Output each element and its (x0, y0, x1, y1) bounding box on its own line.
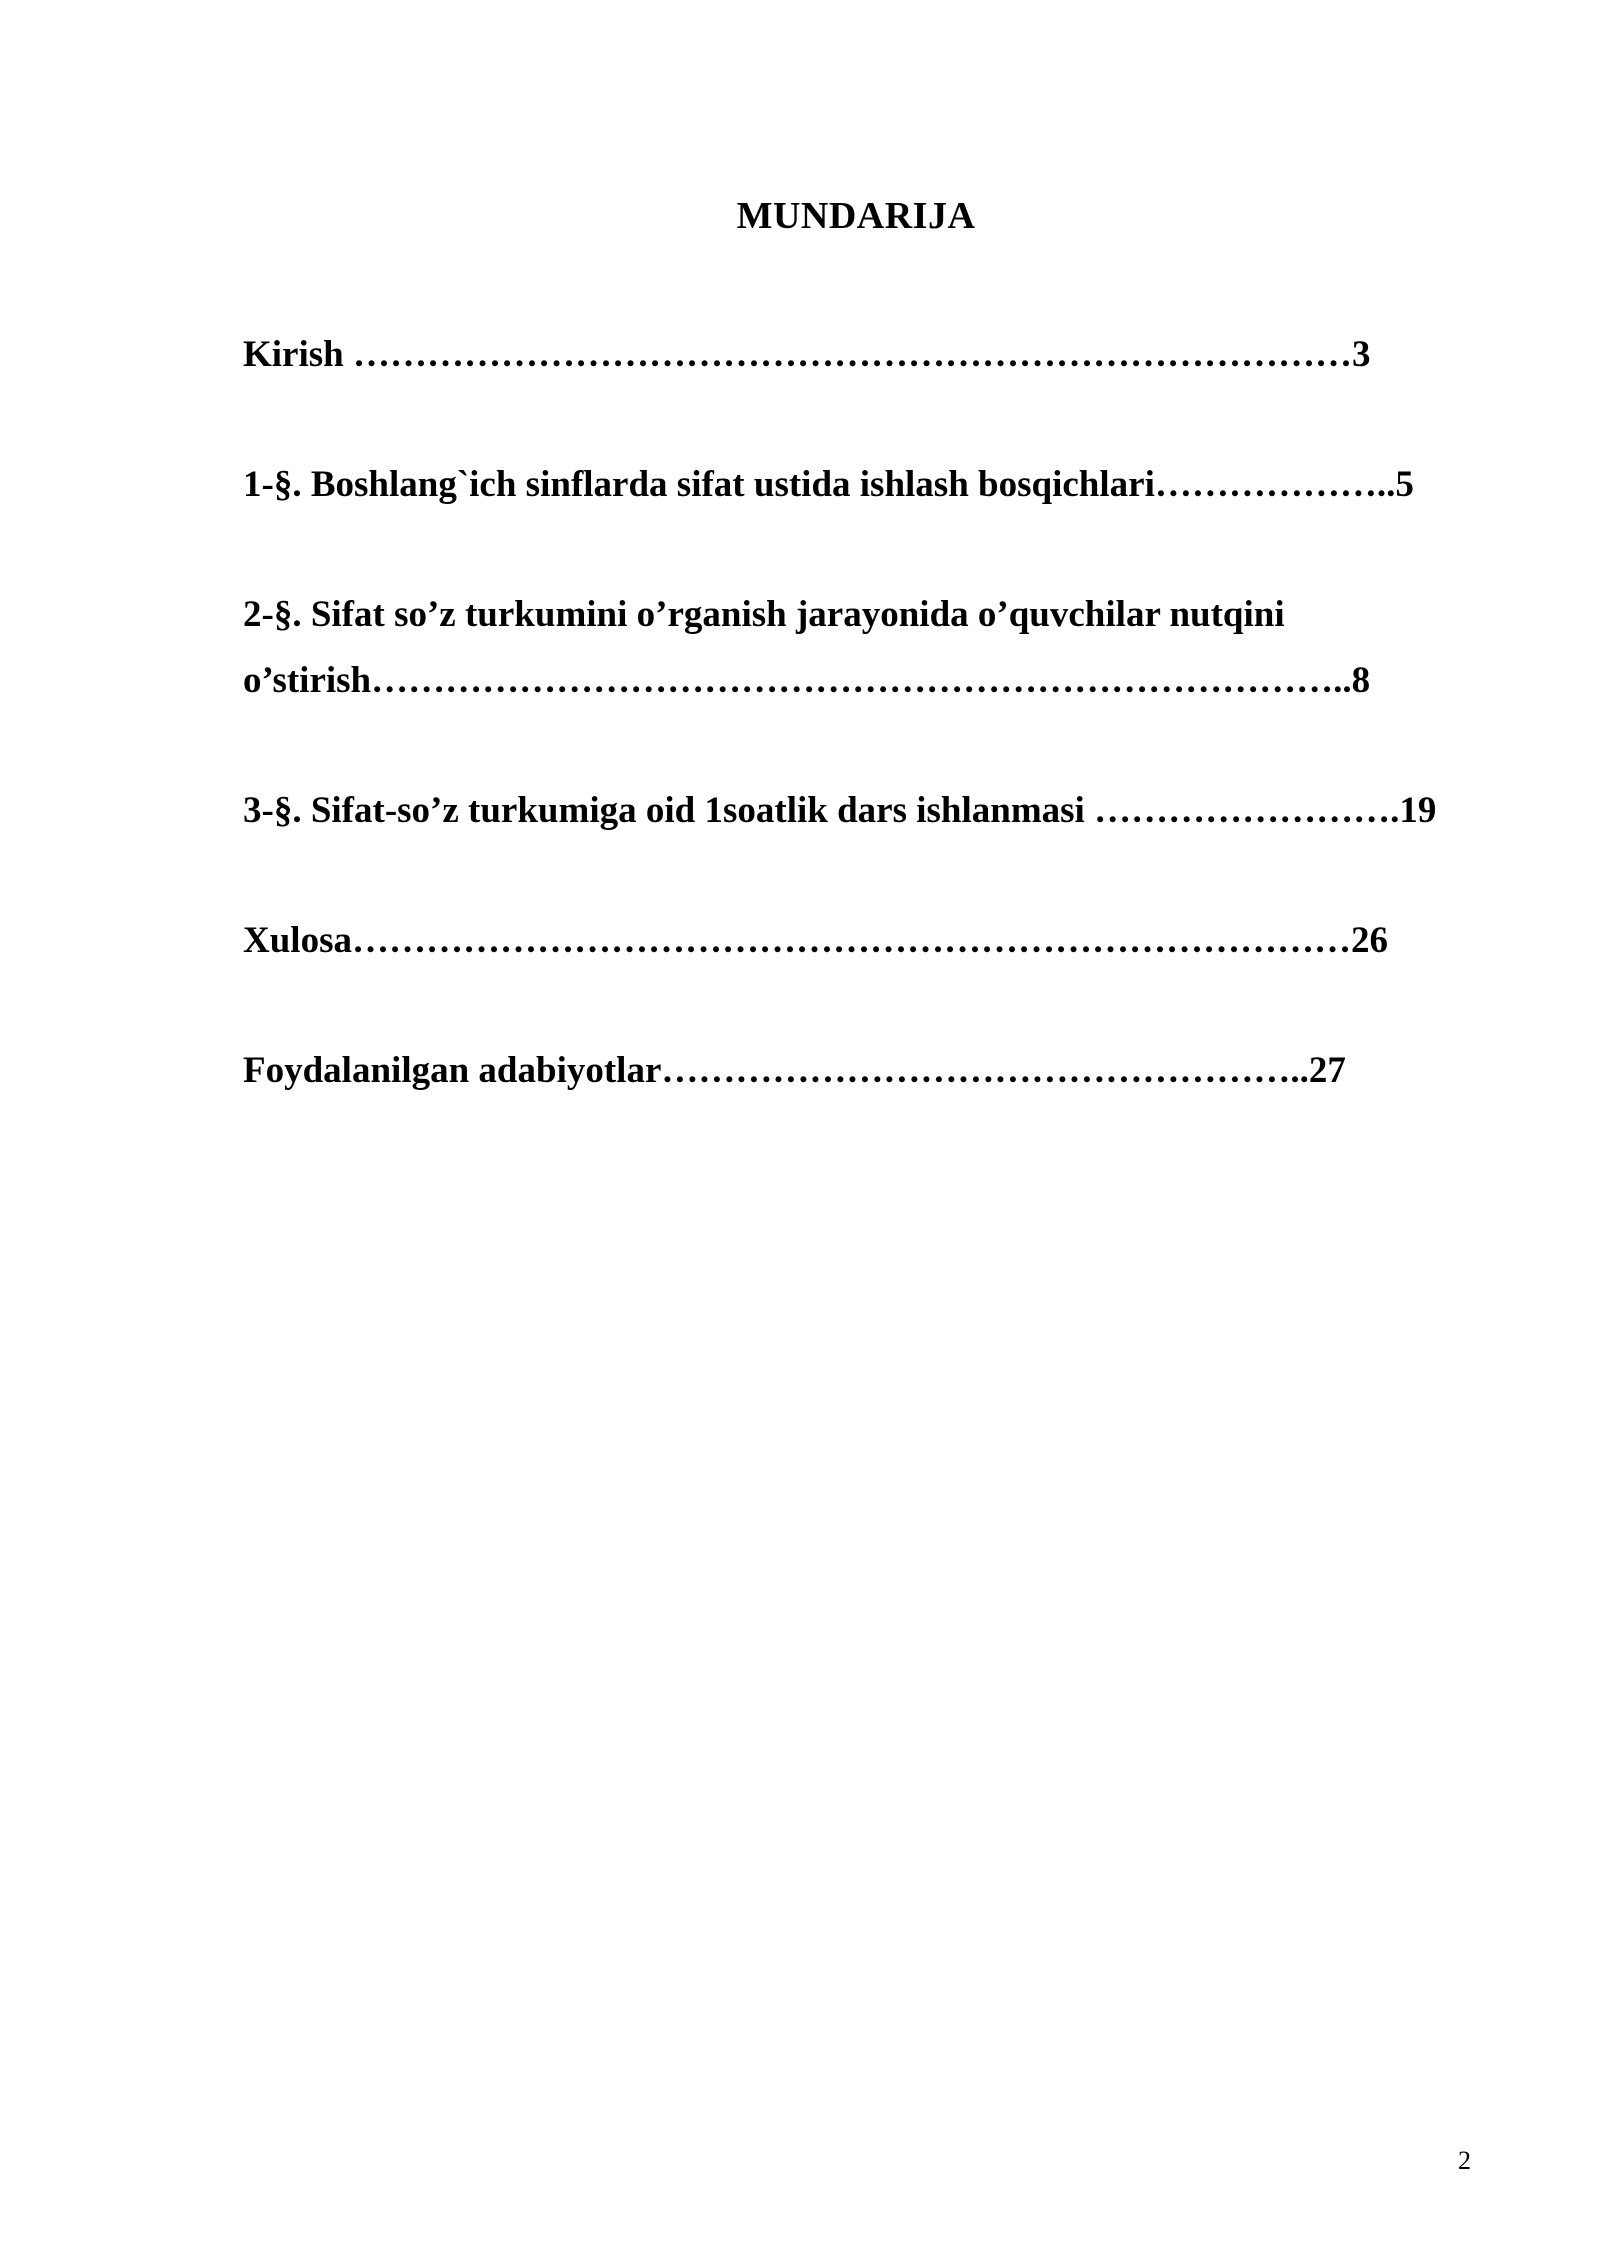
toc-entry-section-2-line-1: 2-§. Sifat so’z turkumini o’rganish jarayonida o’quvchilar nutqini (243, 594, 1285, 635)
toc-entry-section-1: 1-§. Boshlang`ich sinflarda sifat ustida ishlash bosqichlari………………..5 (243, 464, 1414, 505)
toc-entry-section-2-line-2: o’stirish……………………………………………………………………..8 (243, 660, 1371, 701)
toc-entry-section-2 (243, 582, 1483, 714)
toc-entry-conclusion: Xulosa………………………………………………………………………26 (243, 920, 1388, 961)
toc-title: MUNDARIJA (736, 195, 976, 237)
table-of-contents (243, 322, 1483, 1168)
toc-entry-introduction: Kirish ………………………………………………………………………3 (243, 334, 1371, 375)
toc-entry-section-3: 3-§. Sifat-so’z turkumiga oid 1soatlik dars ishlanmasi …………………….19 (243, 790, 1437, 831)
page-number: 2 (1458, 2146, 1471, 2175)
toc-entry-references: Foydalanilgan adabiyotlar……………………………………………..27 (243, 1050, 1346, 1091)
